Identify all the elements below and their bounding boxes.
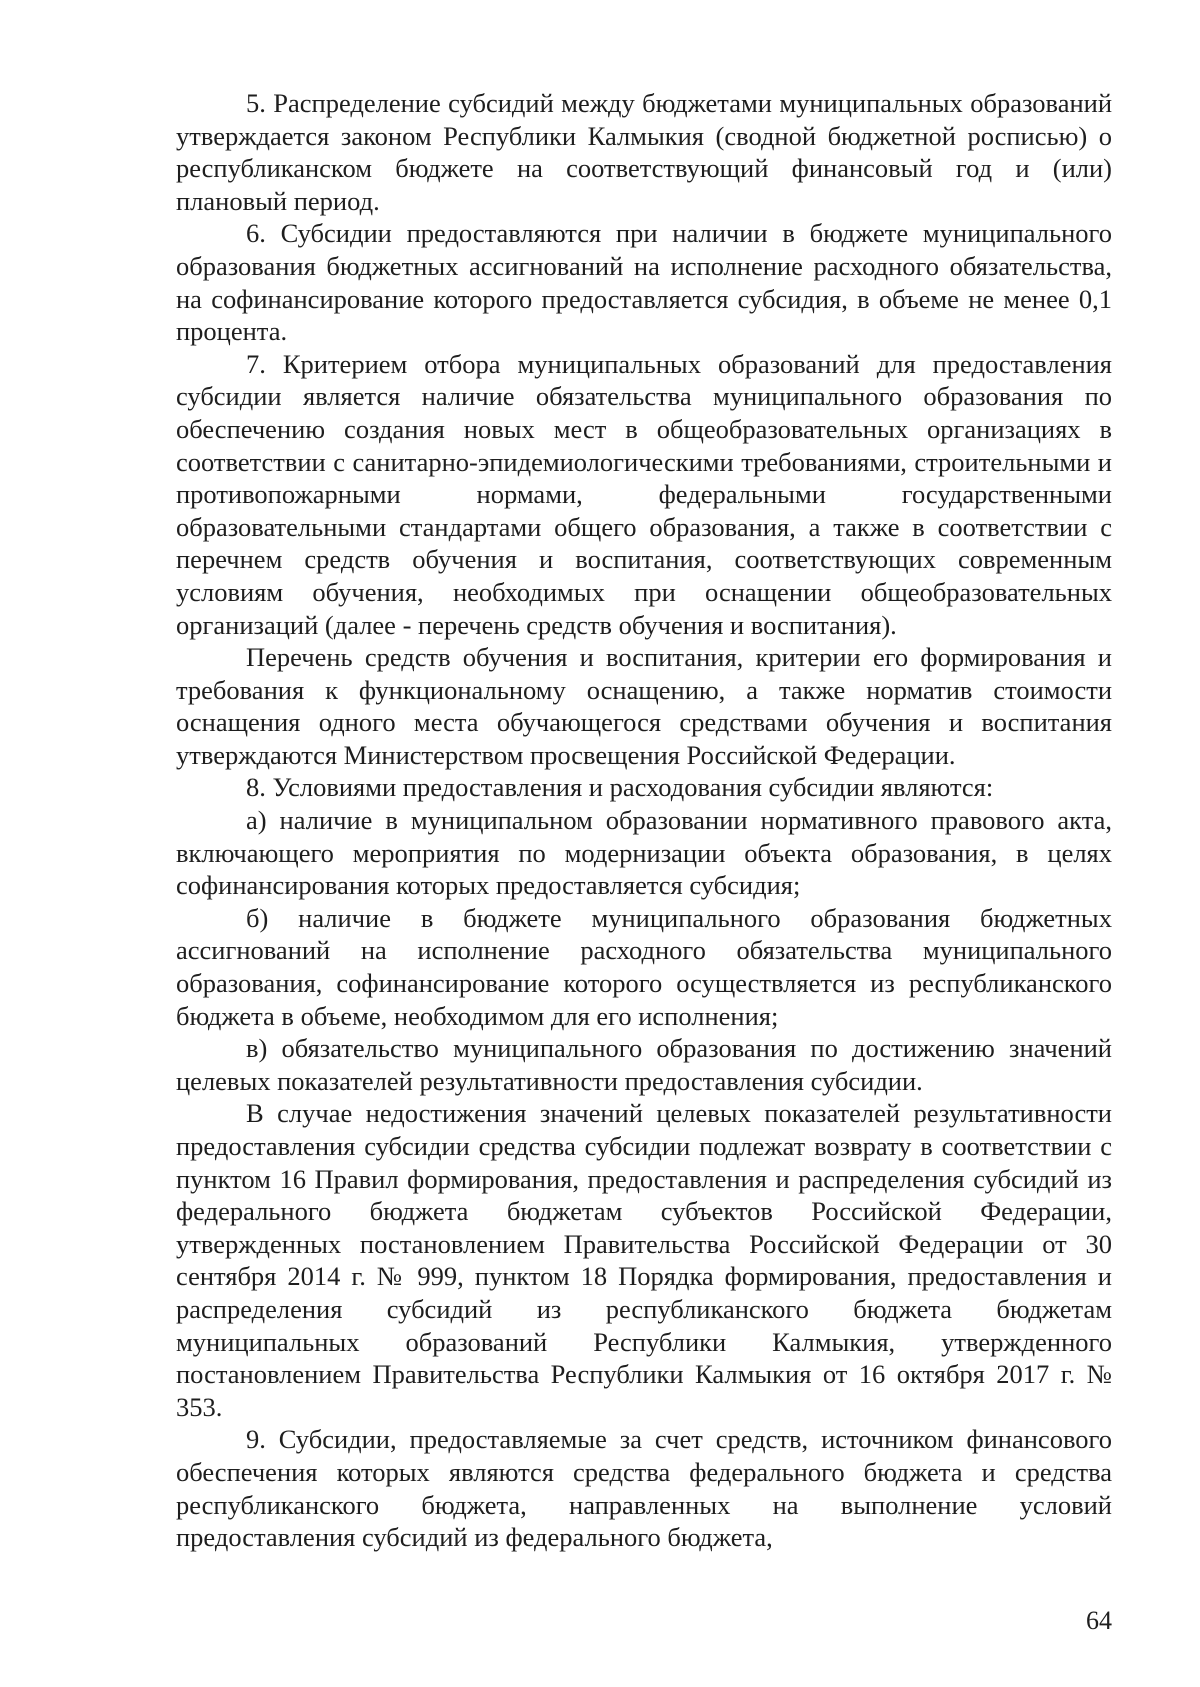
paragraph-7-list-approval: Перечень средств обучения и воспитания, критерии его формирования и требования к функциональному оснащению, а также норматив стоимости оснащения одного места обучающегося средствами обучения и воспитания утверждаются Министерством просвещения Российской Федерации. (176, 642, 1112, 770)
paragraph-8-item-c: в) обязательство муниципального образования по достижению значений целевых показателей результативности предоставления субсидии. (176, 1033, 1112, 1096)
paragraph-8: 8. Условиями предоставления и расходования субсидии являются: (246, 772, 994, 803)
paragraph-6: 6. Субсидии предоставляются при наличии в бюджете муниципального образования бюджетных ассигнований на исполнение расходного обязательства, на софинансирование которого предоставляется субсидия, в объеме не менее 0,1 процента. (176, 218, 1112, 347)
paragraph-8-refund: В случае недостижения значений целевых показателей результативности предоставления субсидии средства субсидии подлежат возврату в соответствии с пунктом 16 Правил формирования, предоставления и распределения субсидий из федерального бюджета бюджетам субъектов Российской Федерации, утвержденных постановлением Правительства Российской Федерации от 30 сентября 2014 г. № 999, пунктом 18 Порядка формирования, предоставления и распределения субсидий из республиканского бюджета бюджетам муниципальных образований Республики Калмыкия, утвержденного постановлением Правительства Республики Калмыкия от 16 октября 2017 г. № 353. (176, 1098, 1112, 1422)
paragraph-8-item-b: б) наличие в бюджете муниципального образования бюджетных ассигнований на исполнение расходного обязательства муниципального образования, софинансирование которого осуществляется из республиканского бюджета в объеме, необходимом для его исполнения; (176, 902, 1112, 1031)
document-body (176, 87, 1112, 1554)
paragraph-5: 5. Распределение субсидий между бюджетами муниципальных образований утверждается законом Республики Калмыкия (сводной бюджетной росписью) о республиканском бюджете на соответствующий финансовый год и (или) плановый период. (176, 88, 1112, 216)
page-number: 64 (1086, 1606, 1112, 1635)
paragraph-9: 9. Субсидии, предоставляемые за счет средств, источником финансового обеспечения которых являются средства федерального бюджета и средства республиканского бюджета, направленных на выполнение условий предоставления субсидий из федерального бюджета, (176, 1424, 1112, 1553)
paragraph-7: 7. Критерием отбора муниципальных образований для предоставления субсидии является наличие обязательства муниципального образования по обеспечению создания новых мест в общеобразовательных организациях в соответствии с санитарно-эпидемиологическими требованиями, строительными и противопожарными нормами, федеральными государственными образовательными стандартами общего образования, а также в соответствии с перечнем средств обучения и воспитания, соответствующих современным условиям обучения, необходимых при оснащении общеобразовательных организаций (далее - перечень средств обучения и воспитания). (176, 348, 1112, 640)
paragraph-8-item-a: а) наличие в муниципальном образовании нормативного правового акта, включающего мероприятия по модернизации объекта образования, в целях софинансирования которых предоставляется субсидия; (176, 805, 1112, 901)
